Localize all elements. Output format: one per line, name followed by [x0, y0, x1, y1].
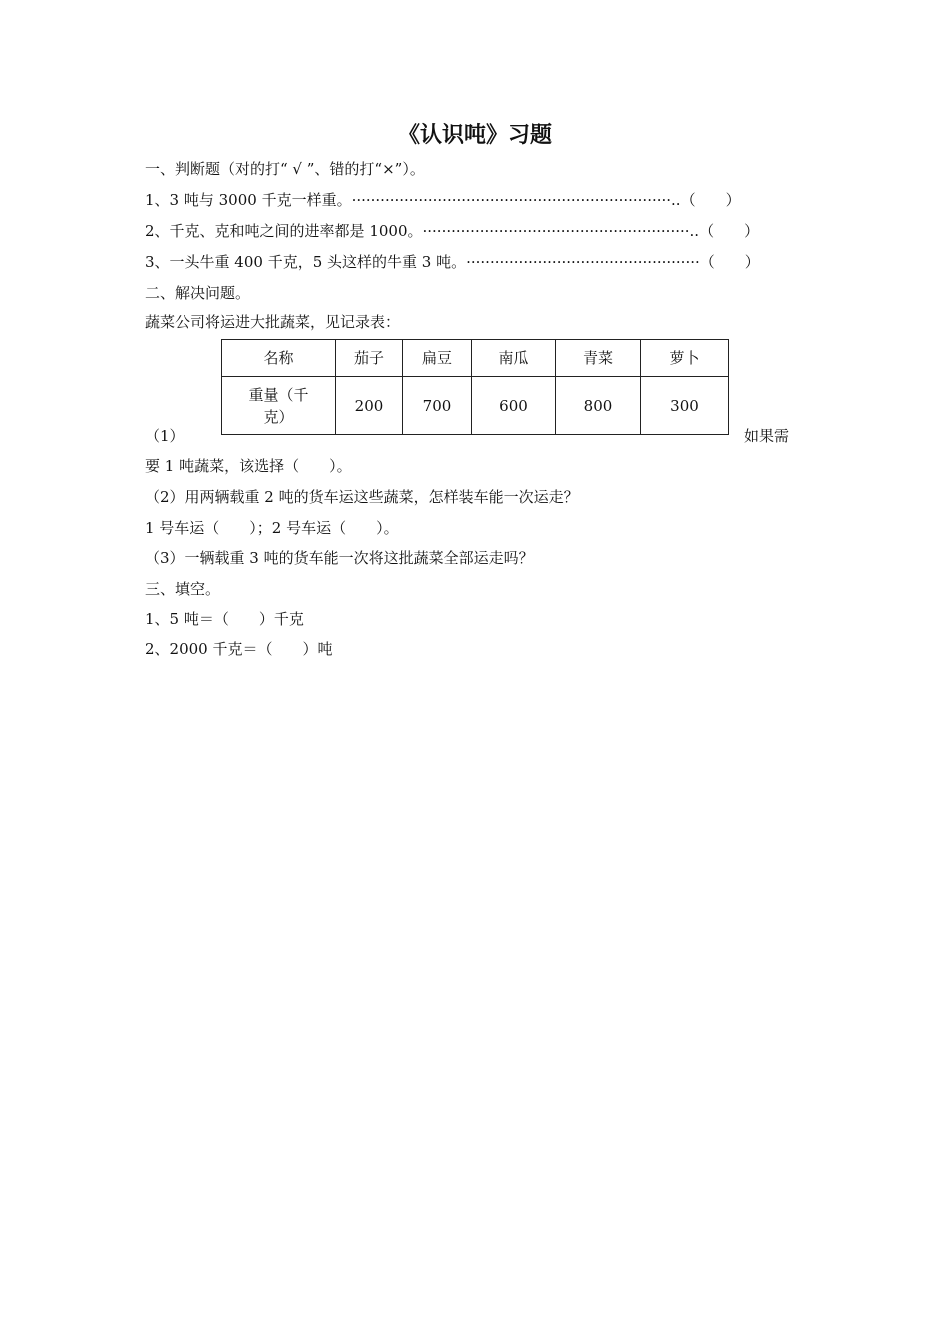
table-cell: 300	[641, 377, 729, 435]
row-label-cell	[222, 377, 336, 435]
q1-suffix: 如果需	[744, 427, 790, 445]
table-header-cell: 萝卜	[641, 340, 729, 377]
q1-prefix: （1）	[145, 427, 185, 445]
judgement-item-2	[145, 221, 760, 241]
judgement-item-3	[145, 252, 760, 272]
item-text: 3、一头牛重 400 千克，5 头这样的牛重 3 吨。	[145, 253, 467, 271]
q3: （3）一辆载重 3 吨的货车能一次将这批蔬菜全部运走吗？	[145, 549, 534, 567]
table-header-row	[222, 340, 729, 377]
table-cell: 200	[336, 377, 403, 435]
table-header-cell: 扁豆	[403, 340, 472, 377]
row-label-line: 重量（千	[248, 385, 309, 404]
judgement-item-1	[145, 190, 741, 210]
row-label-line: 克）	[263, 407, 294, 426]
fill-item-2: 2、2000 千克＝（ ）吨	[145, 640, 333, 658]
table-cell: 600	[472, 377, 556, 435]
table-header-cell: 南瓜	[472, 340, 556, 377]
q1-continuation: 要 1 吨蔬菜，该选择（ ）。	[145, 457, 352, 475]
section2-intro: 蔬菜公司将运进大批蔬菜，见记录表：	[145, 313, 401, 331]
table-row	[222, 377, 729, 435]
answer-blank: （ ）	[699, 222, 760, 240]
leader-dots: ·················································	[466, 253, 700, 271]
vegetable-table	[221, 339, 729, 435]
q2-answer: 1 号车运（ ）；2 号车运（ ）。	[145, 519, 399, 537]
section3-heading: 三、填空。	[145, 580, 221, 598]
fill-item-1: 1、5 吨＝（ ）千克	[145, 610, 304, 628]
item-text: 1、3 吨与 3000 千克一样重。	[145, 191, 352, 209]
table-cell: 800	[556, 377, 641, 435]
item-text: 2、千克、克和吨之间的进率都是 1000。	[145, 222, 423, 240]
q2: （2）用两辆载重 2 吨的货车运这些蔬菜，怎样装车能一次运走？	[145, 488, 579, 506]
table-header-cell: 青菜	[556, 340, 641, 377]
table-header-cell: 茄子	[336, 340, 403, 377]
leader-dots: ···································································..	[351, 191, 681, 209]
table-header-cell: 名称	[222, 340, 336, 377]
section1-heading: 一、判断题（对的打“ √ ”、错的打“×”）。	[145, 160, 425, 178]
answer-blank: （ ）	[699, 253, 760, 271]
page-title: 《认识吨》习题	[397, 123, 552, 148]
table-cell: 700	[403, 377, 472, 435]
answer-blank: （ ）	[680, 191, 741, 209]
section2-heading: 二、解决问题。	[145, 284, 251, 302]
leader-dots: ························································..	[422, 222, 700, 240]
